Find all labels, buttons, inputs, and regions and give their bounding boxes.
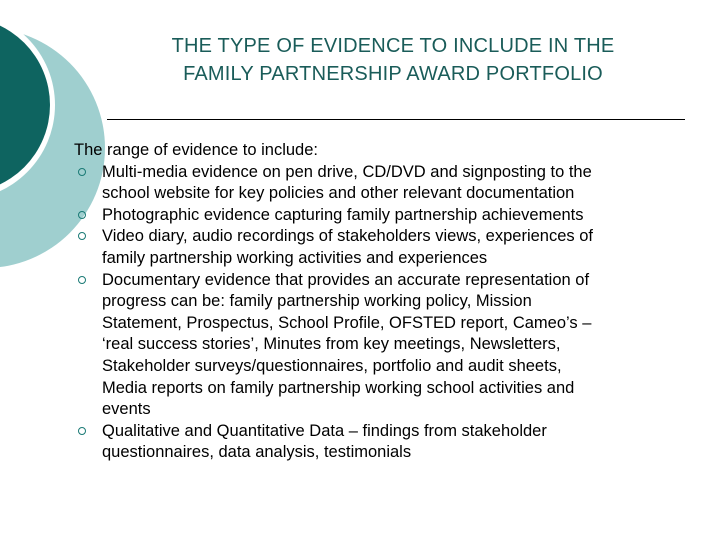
hollow-circle-icon: [78, 276, 86, 284]
list-item-text: [102, 270, 704, 421]
hollow-circle-icon: [78, 232, 86, 240]
list-item: [74, 421, 704, 464]
list-item-line: Multi-media evidence on pen drive, CD/DVD and signposting to the: [102, 162, 592, 181]
list-item-line: progress can be: family partnership working policy, Mission: [102, 292, 532, 311]
list-item-line: school website for key policies and other relevant documentation: [102, 184, 575, 203]
list-item-line: Video diary, audio recordings of stakeholders views, experiences of: [102, 227, 593, 246]
list-item-line: family partnership working activities and experiences: [102, 248, 488, 267]
evidence-list: [74, 162, 704, 464]
list-item: [74, 162, 704, 205]
list-item-line: Statement, Prospectus, School Profile, OFSTED report, Cameo’s –: [102, 313, 592, 332]
slide-title-line-1: THE TYPE OF EVIDENCE TO INCLUDE IN THE: [171, 35, 615, 57]
list-item-text: [102, 226, 704, 269]
list-item-line: ‘real success stories’, Minutes from key meetings, Newsletters,: [102, 335, 561, 354]
list-item-text: [102, 421, 704, 464]
slide-title: [100, 32, 686, 88]
list-item-line: events: [102, 400, 151, 419]
hollow-circle-icon: [78, 427, 86, 435]
hollow-circle-icon: [78, 211, 86, 219]
list-item-line: Media reports on family partnership working school activities and: [102, 378, 575, 397]
list-item: [74, 270, 704, 421]
intro-text: The range of evidence to include:: [74, 141, 318, 159]
title-divider: [107, 119, 685, 120]
slide-body: [74, 140, 704, 464]
list-item-line: Qualitative and Quantitative Data – findings from stakeholder: [102, 421, 547, 440]
list-item-line: Photographic evidence capturing family partnership achievements: [102, 205, 584, 224]
slide-title-line-2: FAMILY PARTNERSHIP AWARD PORTFOLIO: [183, 63, 603, 85]
list-item-line: Documentary evidence that provides an accurate representation of: [102, 270, 590, 289]
list-item: [74, 205, 704, 227]
list-item-line: Stakeholder surveys/questionnaires, portfolio and audit sheets,: [102, 356, 562, 375]
list-item-text: [102, 205, 704, 227]
list-item: [74, 226, 704, 269]
list-item-text: [102, 162, 704, 205]
hollow-circle-icon: [78, 168, 86, 176]
list-item-line: questionnaires, data analysis, testimonials: [102, 443, 412, 462]
